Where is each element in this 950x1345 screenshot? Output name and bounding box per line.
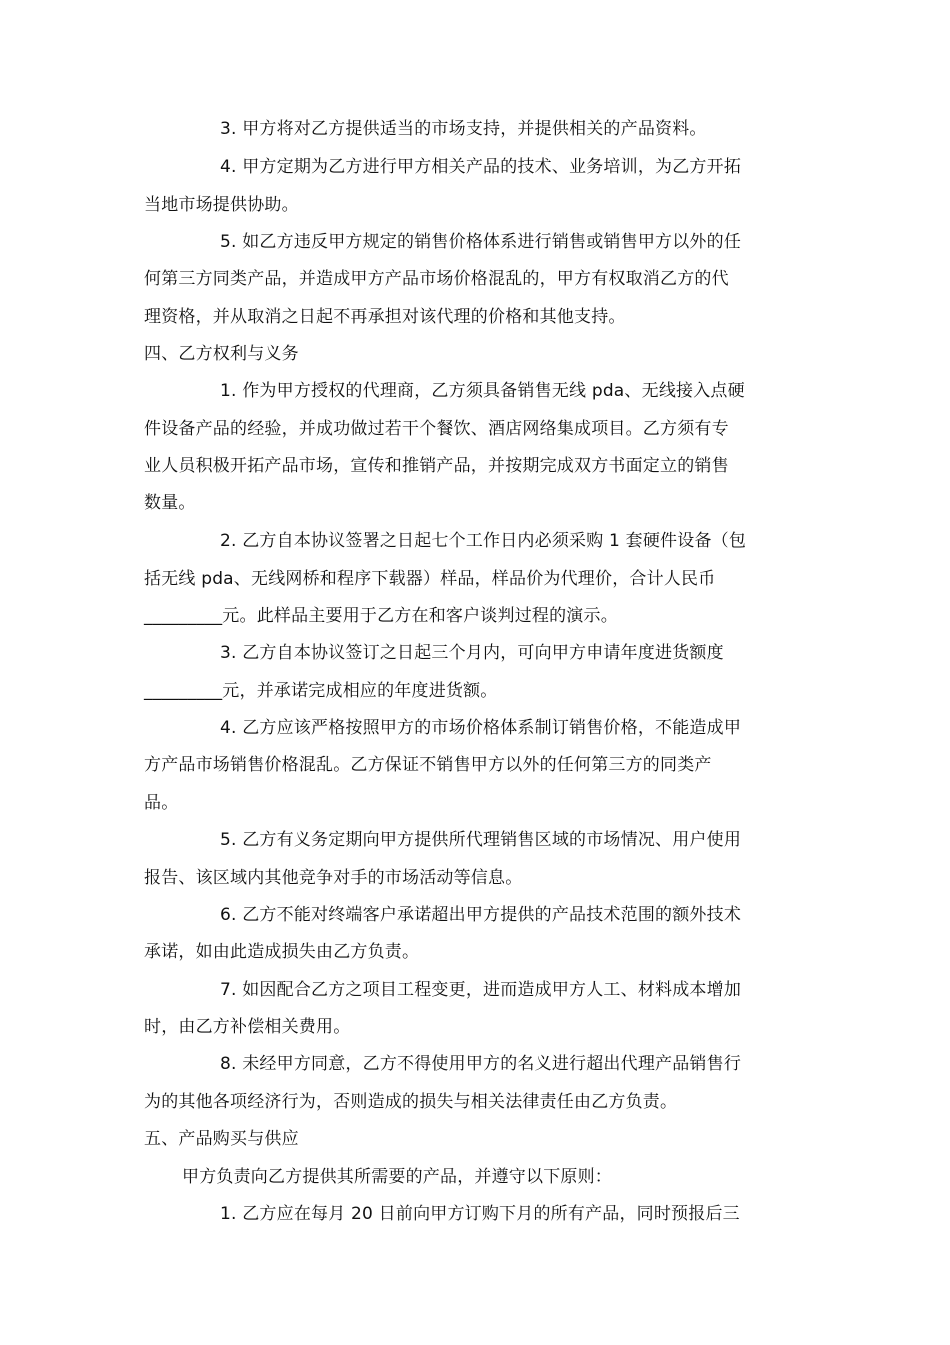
s4-clause-2-line-3: _________元。此样品主要用于乙方在和客户谈判过程的演示。 <box>144 606 618 626</box>
s4-clause-4-line-1: 4. 乙方应该严格按照甲方的市场价格体系制订销售价格，不能造成甲 <box>220 718 742 738</box>
s4-clause-4-line-2: 方产品市场销售价格混乱。乙方保证不销售甲方以外的任何第三方的同类产 <box>144 755 712 775</box>
s4-clause-1-line-3: 业人员积极开拓产品市场，宣传和推销产品，并按期完成双方书面定立的销售 <box>144 456 729 476</box>
s4-clause-3-line-1: 3. 乙方自本协议签订之日起三个月内，可向甲方申请年度进货额度 <box>220 643 724 663</box>
s4-clause-3-line-2: _________元，并承诺完成相应的年度进货额。 <box>144 681 498 701</box>
clause-5-line-3: 理资格，并从取消之日起不再承担对该代理的价格和其他支持。 <box>144 307 626 327</box>
s4-clause-6-line-2: 承诺，如由此造成损失由乙方负责。 <box>144 942 420 962</box>
s4-clause-1-line-1: 1. 作为甲方授权的代理商，乙方须具备销售无线 pda、无线接入点硬 <box>220 381 745 401</box>
s4-clause-6-line-1: 6. 乙方不能对终端客户承诺超出甲方提供的产品技术范围的额外技术 <box>220 905 742 925</box>
s4-clause-1-line-2: 件设备产品的经验，并成功做过若干个餐饮、酒店网络集成项目。乙方须有专 <box>144 419 729 439</box>
s4-clause-7-line-2: 时，由乙方补偿相关费用。 <box>144 1017 351 1037</box>
section-4-heading: 四、乙方权利与义务 <box>144 344 299 364</box>
s4-clause-1-line-4: 数量。 <box>144 493 196 513</box>
section-5-heading: 五、产品购买与供应 <box>144 1129 299 1149</box>
clause-4-line-2: 当地市场提供协助。 <box>144 195 299 215</box>
s4-clause-4-line-3: 品。 <box>144 793 179 813</box>
s4-clause-2-line-1: 2. 乙方自本协议签署之日起七个工作日内必须采购 1 套硬件设备（包 <box>220 531 747 551</box>
clause-5-line-2: 何第三方同类产品，并造成甲方产品市场价格混乱的，甲方有权取消乙方的代 <box>144 269 729 289</box>
s5-intro: 甲方负责向乙方提供其所需要的产品，并遵守以下原则： <box>182 1167 612 1187</box>
s4-clause-8-line-2: 为的其他各项经济行为，否则造成的损失与相关法律责任由乙方负责。 <box>144 1092 678 1112</box>
clause-5-line-1: 5. 如乙方违反甲方规定的销售价格体系进行销售或销售甲方以外的任 <box>220 232 742 252</box>
s4-clause-5-line-2: 报告、该区域内其他竞争对手的市场活动等信息。 <box>144 868 523 888</box>
s5-clause-1-line-1: 1. 乙方应在每月 20 日前向甲方订购下月的所有产品，同时预报后三 <box>220 1204 740 1224</box>
s4-clause-8-line-1: 8. 未经甲方同意，乙方不得使用甲方的名义进行超出代理产品销售行 <box>220 1054 742 1074</box>
s4-clause-5-line-1: 5. 乙方有义务定期向甲方提供所代理销售区域的市场情况、用户使用 <box>220 830 742 850</box>
s4-clause-7-line-1: 7. 如因配合乙方之项目工程变更，进而造成甲方人工、材料成本增加 <box>220 980 742 1000</box>
s4-clause-2-line-2: 括无线 pda、无线网桥和程序下载器）样品，样品价为代理价，合计人民币 <box>144 569 716 589</box>
clause-4-line-1: 4. 甲方定期为乙方进行甲方相关产品的技术、业务培训，为乙方开拓 <box>220 157 742 177</box>
clause-3-line-1: 3. 甲方将对乙方提供适当的市场支持，并提供相关的产品资料。 <box>220 119 707 139</box>
